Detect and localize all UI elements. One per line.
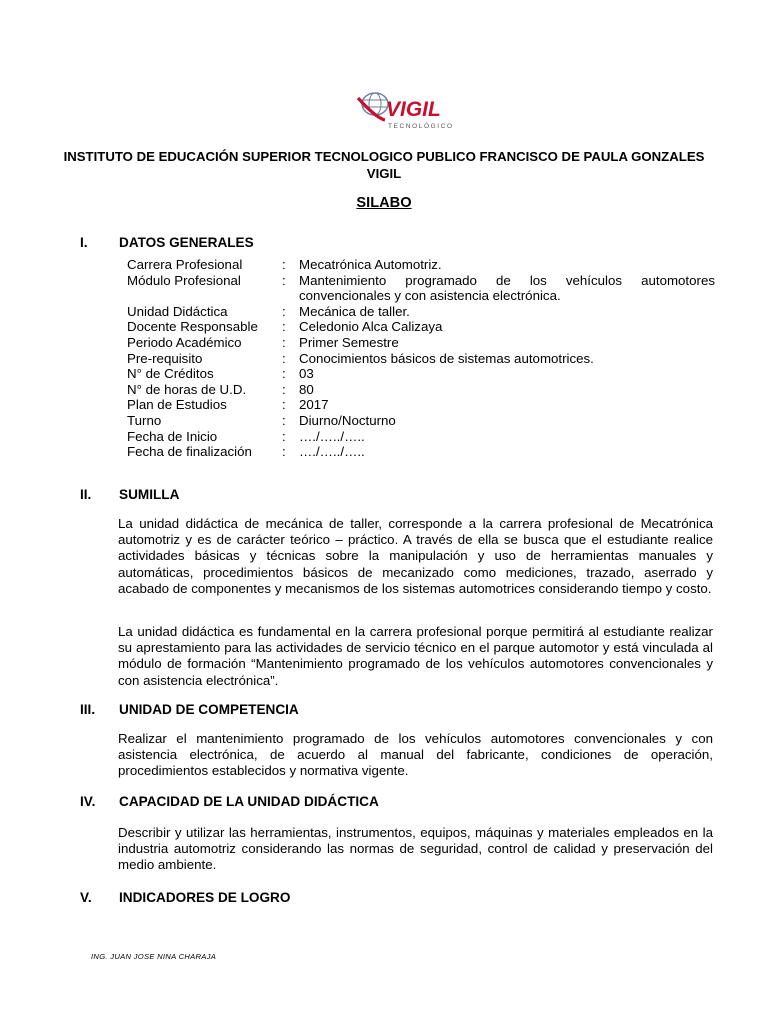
general-data-value: Primer Semestre	[299, 334, 399, 350]
general-data-colon: :	[282, 334, 286, 350]
general-data-colon: :	[282, 257, 286, 272]
general-data-colon: :	[282, 319, 286, 335]
general-data-label: Fecha de Inicio	[127, 428, 218, 444]
general-data-colon: :	[282, 444, 286, 460]
general-data-value: Mantenimiento programado de los vehículos automotores convencionales y con asistencia electrónica.	[299, 272, 715, 304]
general-data-row	[127, 366, 715, 382]
general-data-value: …./…../…..	[299, 444, 365, 460]
general-data-colon: :	[282, 381, 286, 397]
general-data-label: Turno	[127, 412, 162, 428]
section-heading-sumilla: II. SUMILLA	[80, 487, 180, 502]
sumilla-paragraph-2: La unidad didáctica es fundamental en la carrera profesional porque permitirá al estudiante realizar su aprestamiento para las actividades de servicio técnico en el parque automotor y está vinculada al módulo de formación “Mantenimiento programado de los vehículos automotores convencionales y con asistencia electrónica”.	[118, 624, 713, 688]
section-heading-competencia: III. UNIDAD DE COMPETENCIA	[80, 702, 299, 717]
general-data-label: Módulo Profesional	[127, 272, 241, 288]
general-data-label: N° de Créditos	[127, 366, 214, 382]
general-data-row	[127, 413, 715, 429]
general-data-table	[127, 257, 715, 460]
competencia-paragraph: Realizar el mantenimiento programado de los vehículos automotores convencionales y con asistencia electrónica, de acuerdo al manual del fabricante, condiciones de operación, procedimientos establecidos y normativa vigente.	[118, 731, 713, 779]
general-data-row	[127, 257, 715, 273]
general-data-value: Diurno/Nocturno	[299, 412, 396, 428]
general-data-colon: :	[282, 272, 286, 288]
general-data-colon: :	[282, 366, 286, 382]
general-data-value: Mecatrónica Automotriz.	[299, 257, 442, 272]
general-data-label: Carrera Profesional	[127, 257, 243, 272]
general-data-label: Fecha de finalización	[127, 444, 252, 460]
vigil-logo	[355, 90, 455, 134]
general-data-row	[127, 444, 715, 460]
general-data-value: 03	[299, 366, 314, 382]
general-data-value: 2017	[299, 397, 329, 413]
general-data-colon: :	[282, 303, 286, 319]
general-data-label: Pre-requisito	[127, 350, 203, 366]
general-data-value: 80	[299, 381, 314, 397]
svg-text:TECNOLÓGICO: TECNOLÓGICO	[388, 123, 454, 130]
section-heading-general: I. DATOS GENERALES	[80, 235, 254, 250]
general-data-row	[127, 335, 715, 351]
general-data-value: …./…../…..	[299, 428, 365, 444]
general-data-colon: :	[282, 428, 286, 444]
section-heading-capacidad: IV. CAPACIDAD DE LA UNIDAD DIDÁCTICA	[80, 794, 379, 809]
general-data-colon: :	[282, 397, 286, 413]
section-heading-indicadores: V. INDICADORES DE LOGRO	[80, 890, 291, 905]
svg-text:VIGIL: VIGIL	[386, 98, 441, 121]
general-data-row	[127, 382, 715, 398]
capacidad-paragraph: Describir y utilizar las herramientas, instrumentos, equipos, máquinas y materiales empleados en la industria automotriz considerando las normas de seguridad, control de calidad y preservación del medio ambiente.	[118, 825, 713, 873]
sumilla-paragraph-1: La unidad didáctica de mecánica de taller, corresponde a la carrera profesional de Mecatrónica automotriz y es de carácter teórico – práctico. A través de ella se busca que el estudiante realice actividades básicas y técnicas sobre la manipulación y uso de herramientas manuales y automáticas, procedimientos básicos de mecanizado como mediciones, trazado, aserrado y acabado de componentes y mecanismos de los sistemas automotrices considerando tiempo y costo.	[118, 516, 713, 596]
general-data-value: Conocimientos básicos de sistemas automotrices.	[299, 350, 594, 366]
general-data-value: Celedonio Alca Calizaya	[299, 319, 443, 335]
institution-title: INSTITUTO DE EDUCACIÓN SUPERIOR TECNOLOGICO PUBLICO FRANCISCO DE PAULA GONZALES VIGIL	[63, 149, 705, 181]
globe-icon	[355, 90, 455, 134]
general-data-label: Plan de Estudios	[127, 397, 227, 413]
general-data-label: Periodo Académico	[127, 334, 242, 350]
general-data-row	[127, 319, 715, 335]
general-data-colon: :	[282, 350, 286, 366]
general-data-label: N° de horas de U.D.	[127, 381, 247, 397]
general-data-row	[127, 351, 715, 367]
general-data-value: Mecánica de taller.	[299, 303, 410, 319]
footer-author: ING. JUAN JOSE NINA CHARAJA	[91, 952, 217, 961]
general-data-row	[127, 429, 715, 445]
general-data-row	[127, 273, 715, 304]
general-data-label: Docente Responsable	[127, 319, 258, 335]
document-title: SILABO	[356, 195, 412, 211]
general-data-colon: :	[282, 412, 286, 428]
general-data-row	[127, 304, 715, 320]
general-data-label: Unidad Didáctica	[127, 303, 228, 319]
general-data-row	[127, 397, 715, 413]
